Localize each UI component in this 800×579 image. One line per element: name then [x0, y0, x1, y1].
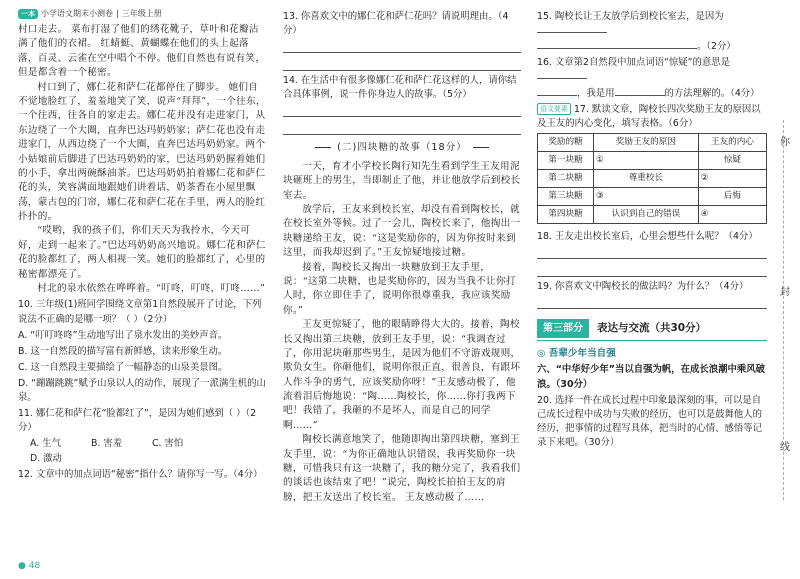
- page-header: 一本 小学语文期末小测卷 | 三年级上册: [18, 8, 268, 20]
- answer-line[interactable]: [283, 38, 521, 53]
- q10-option-b[interactable]: B. 这一自然段的描写富有新鲜感，读来形象生动。: [18, 345, 228, 357]
- answer-blank[interactable]: [537, 95, 577, 96]
- part3-badge: 第三部分: [537, 319, 589, 338]
- section-title: (二)四块糖的故事（18分）: [283, 141, 521, 155]
- answer-line[interactable]: [537, 294, 767, 309]
- yuwen-yaosu-tag: 语文要素: [537, 103, 571, 116]
- answer-line[interactable]: [537, 262, 767, 277]
- passage2-para: 王友更惊疑了，他的眼睛睁得大大的。接着，陶校长又掏出第三块糖，放到王友手里，说：“我调查过了，你用泥块砸那些男生，是因为他们不守游戏规则，欺负女生。你砸他们，说明你很正直，很善良，有跟坏人作斗争的勇气，应该奖励你呀！”王友感动极了，他流着泪后悔地说：“陶……陶校长，你……你打我两下吧！我错了，我砸的不是坏人，而是自己的同学啊……”: [283, 319, 521, 431]
- binding-label: 你: [780, 137, 790, 148]
- question-13: 13. 你喜欢文中的娜仁花和萨仁花吗？请说明理由。（4分）: [283, 11, 509, 37]
- reward-table: [537, 133, 767, 224]
- book-title: 小学语文期末小测卷: [41, 9, 113, 18]
- passage1-para: 村口到了，娜仁花和萨仁花都停住了脚步。 她们自不觉地脸红了，羞羞地笑了笑，说声“拜拜”，一个往东，一个往西，往各自的家走去。娜仁花并没有走进家门，从东边绕了一个大圈，直奔巴达玛奶奶家；萨仁花也没有走进家门，从西边绕了一个大圈，直奔巴达玛奶奶家。两个小姑娘前后脚进了巴达玛奶奶的家，巴达玛奶奶握着她们的小手，拿出两碗酥油茶。巴达玛奶奶拍着娜仁花和萨仁花的头，笑容满面地跟她们讲着话，奶茶香在小屋里飘荡，蒙古包的门帘，娜仁花和萨仁花在手里，两人的脸红扑扑的。: [18, 81, 266, 223]
- question-11: 11. 娜仁花和萨仁花“脸都红了”，是因为她们感到（ ）（2分）: [18, 408, 257, 434]
- question-19: 19. 你喜欢文中陶校长的做法吗？为什么？（4分）: [537, 280, 749, 292]
- answer-blank[interactable]: [537, 78, 587, 79]
- passage2-para: 陶校长满意地笑了，他随即掏出第四块糖，塞到王友手里，说：“为你正确地认识错误，我再奖励你一块糖，可惜我只有这一块糖了，我的糖分完了，我看我们的谈话也该结束了吧！”说完，陶校长拍拍王友的肩膀，把王友送出了校长室。 王友感动极了……: [283, 434, 521, 503]
- answer-line[interactable]: [283, 102, 521, 117]
- answer-cell[interactable]: ④: [698, 205, 766, 223]
- right-column: 15. 陶校长让王友放学后到校长室去，是因为 。（2分） 16. 文章第2自然段中加点词语“惊疑”的意思是 ，我是用 的方法理解的。（4分） 语文要素 17. 默读文章，陶校长四次奖励王友的原因以及王友的内心变化，填写表格。（6分） 奖励的糖 奖励王友的原因 王友的内心 第一块糖 ① 惊疑 第二块糖 尊重校长 ② 第三块糖 ③ 后悔 第四块糖 认识到自己的错误 ④ 18. 王友走出校长室后，心里会想些什么呢？（4分） 19. 你喜欢文中陶校长的做法吗？为什么？（4分） 第三部分 表达与交流（共30分） ◎ 吾辈少年当自强 六、“中华好少年”当以自强为帆，在成长浪潮中乘风破浪。（30分） 20. 选择一件在成长过程中印象最深刻的事，可以是自己成长过程中成功与失败的经历，也可以是鼓舞他人的经历，把事情的过程写具体，把当时的心情、感悟等记录下来吧。（30分）: [537, 8, 767, 450]
- answer-line[interactable]: [283, 120, 521, 135]
- question-16: 16. 文章第2自然段中加点词语“惊疑”的意思是: [537, 56, 767, 84]
- answer-line[interactable]: [283, 56, 521, 71]
- grade-label: 三年级上册: [121, 9, 162, 18]
- question-12: 12. 文章中的加点词语“秘密”指什么？请你写一写。（4分）: [18, 468, 263, 480]
- q11-option-c[interactable]: C. 害怕: [151, 438, 184, 450]
- table-row: 第三块糖 ③ 后悔: [538, 187, 767, 205]
- q11-option-d[interactable]: D. 激动: [30, 452, 62, 464]
- passage2-para: 放学后，王友来到校长室，却没有看到陶校长，就在校长室外等候。过了一会儿，陶校长来了，他掏出一块糖递给王友，说：“这是奖励你的，因为你按时来到这里，而我却迟到了。”王友惊疑地接过糖。: [283, 204, 521, 259]
- table-header: 王友的内心: [698, 133, 766, 151]
- passage2-para: 一天，育才小学校长陶行知先生看到学生王友用泥块砸班上的男生，当即制止了他，并让他放学后到校长室去。: [283, 160, 521, 201]
- question-14: 14. 在生活中有很多像娜仁花和萨仁花这样的人，请你结合具体事例，说一件你身边人的故事。（5分）: [283, 75, 517, 101]
- page-number: ● 48: [18, 560, 41, 571]
- passage1-para: 村口走去。 菜布打湿了他们的绣花靴子，草叶和花瓣沾满了他们的衣裙。 红蜻蜓、黄蝴蝶在他们的头上起落落，百灵、云雀在空中唱个不停。他们自然也有说有笑，但是都含着一个秘密。: [18, 24, 266, 79]
- passage1-para: “哎哟，我的孩子们，你们天天为我拎水，今天可好，走到一起来了。”巴达玛奶奶高兴地说。娜仁花和萨仁花的脸都红了，两人相视一笑。她们的脸都红了，心里的秘密都漂亮了。: [18, 225, 266, 280]
- binding-label: 封: [780, 287, 790, 298]
- table-header: 奖励王友的原因: [593, 133, 698, 151]
- question-20: 20. 选择一件在成长过程中印象最深刻的事，可以是自己成长过程中成功与失败的经历，也可以是鼓舞他人的经历，把事情的过程写具体，把当时的心情、感悟等记录下来吧。（30分）: [537, 394, 763, 449]
- question-17: 语文要素 17. 默读文章，陶校长四次奖励王友的原因以及王友的内心变化，填写表格。（6分）: [537, 103, 761, 129]
- passage2-para: 接着，陶校长又掏出一块糖放到王友手里，说：“这第二块糖，也是奖励你的，因为当我不让你打人时，你立即住手了，说明你很尊重我，我应该奖励你。”: [283, 261, 516, 316]
- answer-cell[interactable]: ③: [593, 187, 698, 205]
- answer-line[interactable]: [537, 244, 767, 259]
- question-10: 10. 三年级(1)班同学围绕文章第1自然段展开了讨论，下列说法不正确的是哪一项？（ ）（2分）: [18, 299, 262, 325]
- q11-options: [18, 437, 268, 465]
- part3-title: 表达与交流（共30分）: [597, 321, 707, 334]
- question-18: 18. 王友走出校长室后，心里会想些什么呢？（4分）: [537, 230, 758, 242]
- table-row: 第四块糖 认识到自己的错误 ④: [538, 205, 767, 223]
- binding-label: 线: [780, 442, 790, 453]
- brand-logo: 一本: [18, 9, 38, 20]
- question-6: 六、“中华好少年”当以自强为帆，在成长浪潮中乘风破浪。（30分）: [537, 364, 765, 390]
- table-row: 第一块糖 ① 惊疑: [538, 151, 767, 169]
- q10-option-d[interactable]: D. “蹦蹦跳跳”赋予山泉以人的动作，展现了一派满生机的山泉。: [18, 377, 266, 404]
- answer-blank[interactable]: [537, 48, 697, 49]
- table-row: 第二块糖 尊重校长 ②: [538, 169, 767, 187]
- answer-blank[interactable]: [537, 32, 607, 33]
- part3-header: [537, 319, 767, 341]
- table-header: 奖励的糖: [538, 133, 594, 151]
- passage1-para: 村北的泉水依然在哗哗着。“叮咚，叮咚，叮咚……”: [37, 283, 266, 295]
- q11-option-b[interactable]: B. 害羞: [90, 438, 123, 450]
- q11-option-a[interactable]: A. 生气: [30, 438, 61, 450]
- q10-option-c[interactable]: C. 这一自然段主要描绘了一幅静态的山泉美景图。: [18, 361, 228, 373]
- answer-blank[interactable]: [615, 95, 665, 96]
- subsection-title: ◎ 吾辈少年当自强: [537, 348, 616, 360]
- answer-cell[interactable]: ①: [593, 151, 698, 169]
- answer-cell[interactable]: ②: [698, 169, 766, 187]
- left-column: [18, 8, 268, 482]
- q10-option-a[interactable]: A. “叮叮咚咚”生动地写出了泉水发出的美妙声音。: [18, 329, 228, 341]
- question-15: 15. 陶校长让王友放学后到校长室去，是因为: [537, 10, 767, 38]
- middle-column: [283, 8, 521, 505]
